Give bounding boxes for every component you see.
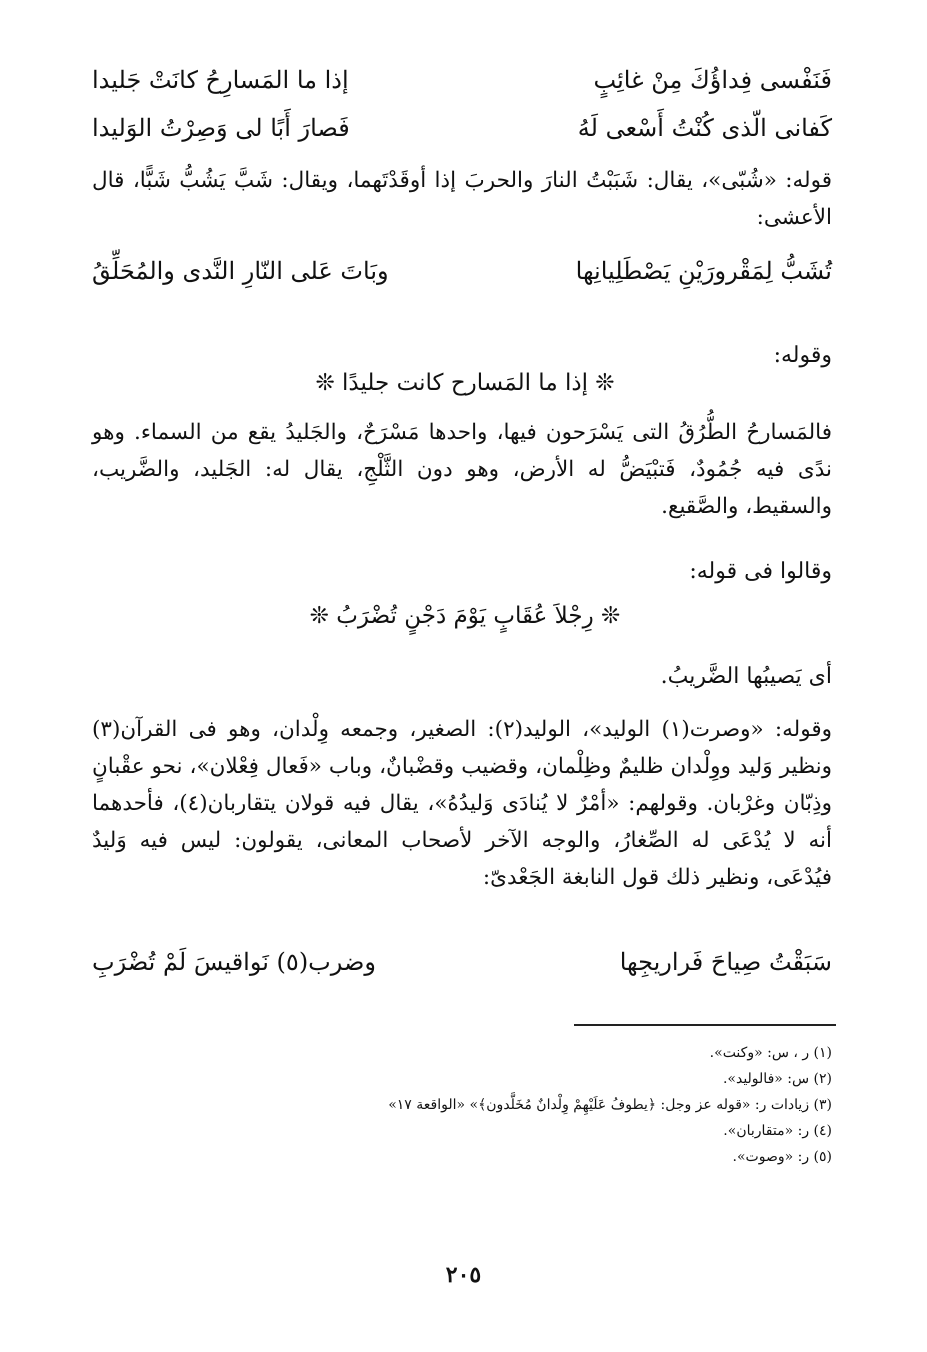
verse-hemistich-second: وضرب(٥) نَواقيسَ لَمْ تُضْرَبِ (92, 948, 376, 976)
paragraph: فالمَسارحُ الطُّرُقُ التى يَسْرَحون فيها، واحدها مَسْرَحٌ، والجَليدُ يقع من السماء. وهو ندًى فيه جُمُودٌ، فَتبْيَضُّ له الأرض، وهو دون الثَّلْجِ، يقال له: الجَليد، والضَّريب، والسقيط، والصَّقيع. (92, 420, 832, 519)
verse-line (92, 66, 832, 106)
quoted-hemistich: ❊ رِجْلاَ عُقَابٍ يَوْمَ دَجْنٍ تُضْرَبُ ❊ (309, 603, 621, 629)
verse-hemistich-first: فَنَفْسى فِداؤُكَ مِنْ غائِبٍ (593, 66, 832, 94)
footnotes (92, 1040, 832, 1170)
footnote: (٣) زيادات ر: «قوله عز وجل: ﴿يطوفُ عَلَيْهِمْ وِلْدانٌ مُخَلَّدون﴾» «الواقعة ١٧» (388, 1097, 832, 1113)
quoted-hemistich: ❊ إذا ما المَسارح كانت جليدًا ❊ (315, 370, 615, 396)
verse-hemistich-first: سَبَقْتُ صِياحَ فَراريجِها (619, 948, 832, 976)
verse-hemistich-first: كَفانى الّذى كُنْتُ أَسْعى لَهُ (577, 114, 832, 142)
footnote: (٥) ر: «وصوت». (732, 1149, 832, 1165)
label-qawluhu: وقوله: (773, 343, 832, 368)
footnote: (٤) ر: «متقاربان». (723, 1123, 832, 1139)
verse-hemistich-second: فَصارَ أَبًا لى وَصِرْتُ الوَليدا (92, 114, 350, 142)
verse-line (92, 114, 832, 154)
footnote-separator (574, 1024, 836, 1026)
footnote: (١) ر ، س: «وكنت». (709, 1045, 832, 1061)
verse-line (92, 948, 832, 988)
verse-hemistich-second: إذا ما المَسارِحُ كانَتْ جَليدا (92, 66, 349, 94)
paragraph: وقوله: «وصرت(١) الوليد»، الوليد(٢): الصغير، وجمعه وِلْدان، وهو فى القرآن(٣) ونظير وَليد ووِلْدان ظليمٌ وظِلْمان، وقضيب وقضْبانٌ، وباب «فَعال فِعْلان»، نحو عقْبانٍ وذِبّان وغرْبان. وقولهم: «أمْرٌ لا يُنادَى وَليدُهُ»، يقال فيه قولان يتقاربان(٤)، فأحدهما أنه لا يُدْعَى له الصِّغارُ، والوجه الآخر لأصحاب المعانى، يقولون: ليس فيه وَليدٌ فيُدْعَى، ونظير ذلك قول النابغة الجَعْدىّ: (92, 717, 832, 890)
verse-hemistich-first: تُشَبُّ لِمَقْرورَيْنِ يَصْطَلِيانِها (575, 257, 832, 285)
verse-hemistich-second: وبَاتَ عَلى النّارِ النَّدى والمُحَلِّقُ (92, 257, 389, 285)
footnote: (٢) س: «فالوليد». (722, 1071, 832, 1087)
explanation-line: أى يَصيبُها الضَّريبُ. (660, 664, 832, 689)
page-number: ٢٠٥ (445, 1262, 482, 1288)
verse-line (92, 257, 832, 297)
label-waqalu: وقالوا فى قوله: (689, 559, 832, 584)
paragraph: قوله: «شُبّى»، يقال: شَبَبْتُ النارَ والحربَ إذا أوقَدْتَهما، ويقال: شَبَّ يَشُبُّ شَبًّا، قال الأعشى: (92, 168, 832, 230)
